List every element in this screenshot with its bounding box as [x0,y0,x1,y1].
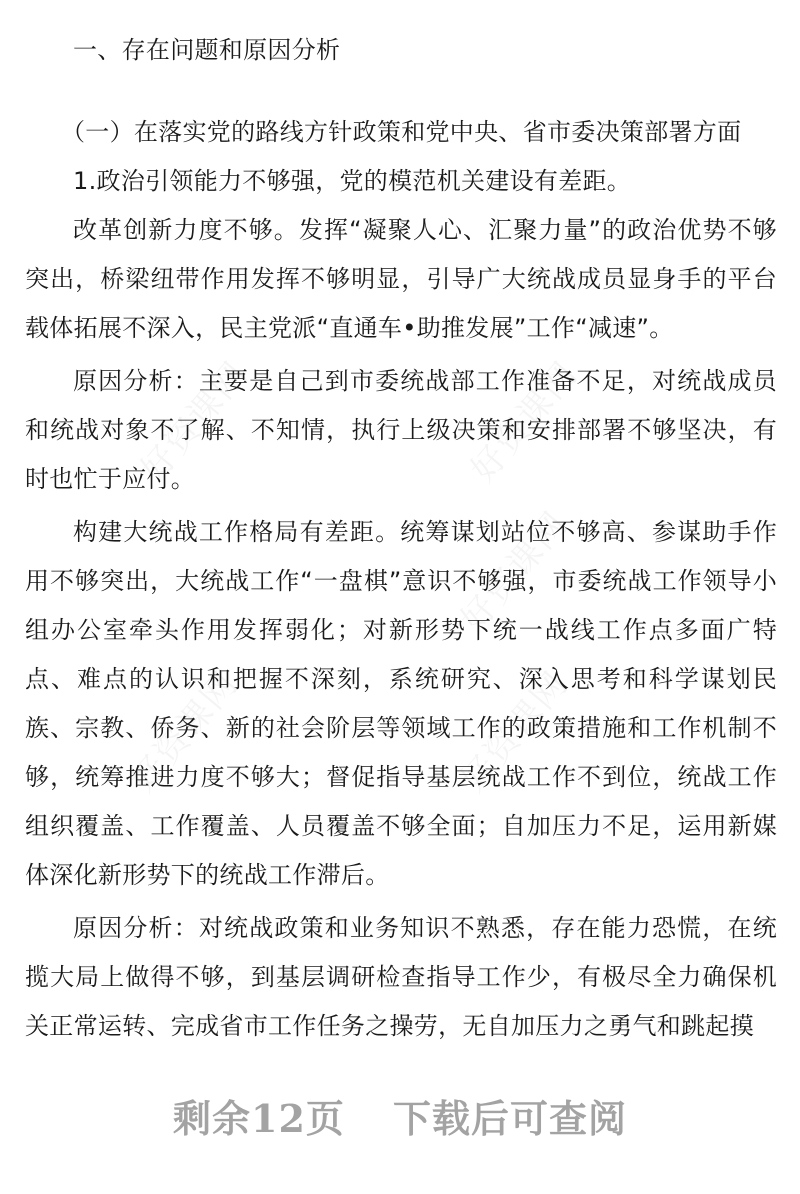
download-prompt-banner[interactable] [0,1088,800,1143]
paragraph-cause-analysis-1: 原因分析：主要是自己到市委统战部工作准备不足，对统战成员和统战对象不了解、不知情，执行上级决策和安排部署不够坚决，有时也忙于应付。 [25,367,777,493]
remaining-pages-label: 剩余12页 [173,1096,345,1141]
section-heading: 一、存在问题和原因分析 [73,36,341,64]
item-heading: 1.政治引领能力不够强，党的模范机关建设有差距。 [73,167,632,195]
subsection-heading: （一）在落实党的路线方针政策和党中央、省市委决策部署方面 [61,118,742,146]
paragraph-innovation: 改革创新力度不够。发挥“凝聚人心、汇聚力量”的政治优势不够突出，桥梁纽带作用发挥不够明显，引导广大统战成员显身手的平台载体拓展不深入，民主党派“直通车•助推发展”工作“减速”。 [25,216,777,342]
document-body [25,26,777,1051]
paragraph-united-front-pattern: 构建大统战工作格局有差距。统筹谋划站位不够高、参谋助手作用不够突出，大统战工作“一盘棋”意识不够强，市委统战工作领导小组办公室牵头作用发挥弱化；对新形势下统一战线工作点多面广特点、难点的认识和把握不深刻，系统研究、深入思考和科学谋划民族、宗教、侨务、新的社会阶层等领域工作的政策措施和工作机制不够，统筹推进力度不够大；督促指导基层统战工作不到位，统战工作组织覆盖、工作覆盖、人员覆盖不够全面；自加压力不足，运用新媒体深化新形势下的统战工作滞后。 [25,518,777,889]
paragraph-cause-analysis-2: 原因分析：对统战政策和业务知识不熟悉，存在能力恐慌，在统揽大局上做得不够，到基层调研检查指导工作少，有极尽全力确保机关正常运转、完成省市工作任务之操劳，无自加压力之勇气和跳起摸 [25,914,777,1040]
download-hint-label: 下载后可查阅 [392,1096,627,1141]
